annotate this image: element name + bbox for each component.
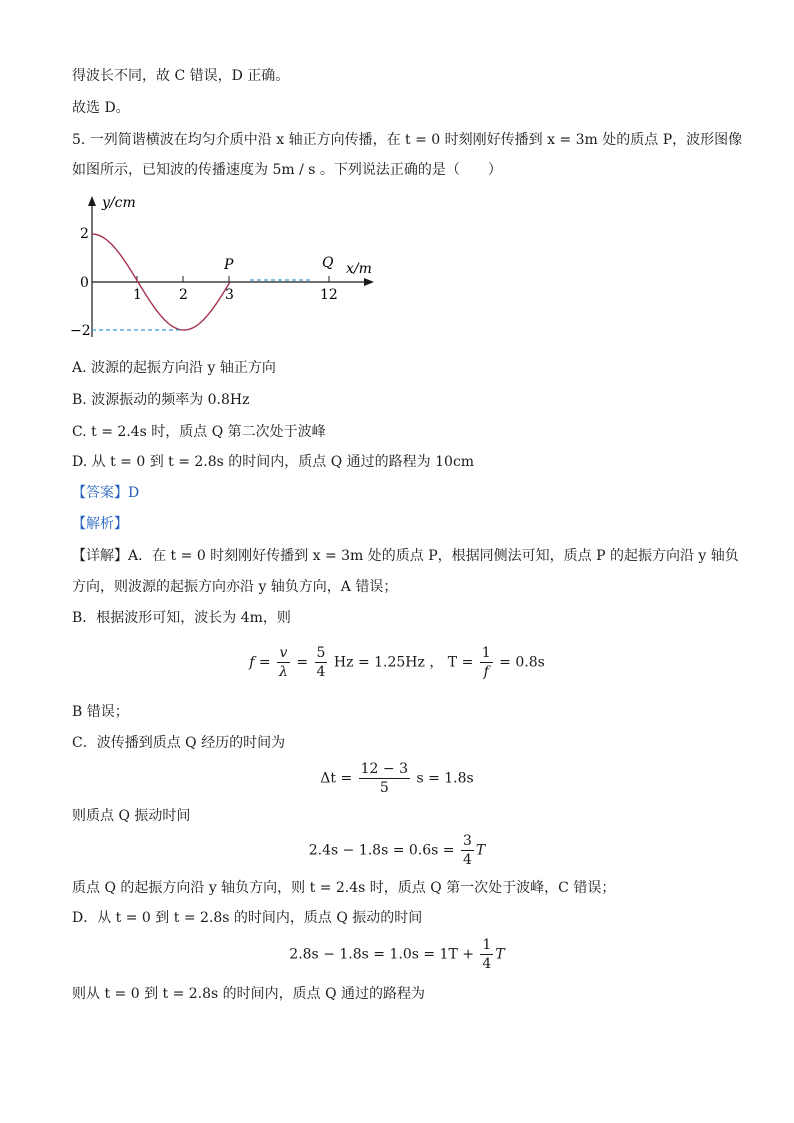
- y-axis-arrow: [88, 196, 96, 206]
- y-tick-label: 2: [80, 226, 89, 242]
- x-tick-label: 12: [320, 287, 338, 303]
- detail-d: D．从 t = 0 到 t = 2.8s 的时间内，质点 Q 振动的时间: [72, 910, 423, 926]
- x-tick-label: 3: [225, 287, 234, 303]
- point-p-label: P: [224, 257, 234, 273]
- answer-label: 【答案】D: [72, 485, 140, 501]
- detail-a: 方向，则波源的起振方向亦沿 y 轴负方向，A 错误；: [72, 579, 398, 595]
- option-a: A. 波源的起振方向沿 y 轴正方向: [72, 360, 276, 376]
- option-b: B. 波源振动的频率为 0.8Hz: [72, 392, 250, 408]
- detail-c: 质点 Q 的起振方向沿 y 轴负方向，则 t = 2.4s 时，质点 Q 第一次处于波峰，C 错误；: [72, 880, 616, 896]
- fraction: $\frac{v}{\lambda}$: [279, 645, 288, 680]
- detail-d: 则从 t = 0 到 t = 2.8s 的时间内，质点 Q 通过的路程为: [72, 986, 426, 1002]
- y-tick-label: −2: [70, 323, 91, 339]
- equation-frequency: f = $\frac{v}{\lambda}$ = $\frac{5}{4}$ Hz = 1.25Hz ， T = $\frac{1}{f}$ = 0.8s: [249, 645, 545, 680]
- equation-delta-t: Δt = $\frac{12 - 3}{5}$ s = 1.8s: [320, 761, 474, 796]
- question-5-stem: 如图所示，已知波的传播速度为 5m / s 。下列说法正确的是（ ）: [72, 162, 502, 178]
- wave-graph: [70, 192, 390, 352]
- x-tick-label: 2: [179, 287, 188, 303]
- equation-vibration-time: 2.4s − 1.8s = 0.6s = $\frac{3}{4}$ T: [308, 833, 486, 868]
- option-d: D. 从 t = 0 到 t = 2.8s 的时间内，质点 Q 通过的路程为 10cm: [72, 454, 475, 470]
- detail-a: 【详解】A．在 t = 0 时刻刚好传播到 x = 3m 处的质点 P，根据同侧法可知，质点 P 的起振方向沿 y 轴负: [72, 548, 739, 564]
- fraction: $\frac{12 - 3}{5}$: [360, 761, 408, 796]
- text-line: 故选 D。: [72, 100, 130, 116]
- equation-d-time: 2.8s − 1.8s = 1.0s = 1T + $\frac{1}{4}$ T: [289, 937, 505, 972]
- text-line: 得波长不同，故 C 错误，D 正确。: [72, 68, 290, 84]
- option-c: C. t = 2.4s 时，质点 Q 第二次处于波峰: [72, 424, 326, 440]
- y-axis-label: y/cm: [102, 195, 136, 211]
- detail-b: B 错误；: [72, 704, 129, 720]
- detail-c: 则质点 Q 振动时间: [72, 808, 191, 824]
- detail-c: C．波传播到质点 Q 经历的时间为: [72, 735, 286, 751]
- detail-b: B．根据波形可知，波长为 4m，则: [72, 610, 291, 626]
- x-axis-label: x/m: [346, 261, 372, 277]
- point-q-label: Q: [322, 255, 334, 271]
- x-axis-arrow: [364, 278, 374, 286]
- question-5-stem: 5. 一列简谐横波在均匀介质中沿 x 轴正方向传播，在 t = 0 时刻刚好传播到 x = 3m 处的质点 P，波形图像: [72, 132, 743, 148]
- fraction: $\frac{1}{4}$: [482, 937, 492, 972]
- y-tick-label: 0: [80, 275, 89, 291]
- x-tick-label: 1: [133, 287, 142, 303]
- fraction: $\frac{5}{4}$: [316, 645, 326, 680]
- fraction: $\frac{1}{f}$: [481, 645, 491, 680]
- fraction: $\frac{3}{4}$: [462, 833, 472, 868]
- analysis-label: 【解析】: [72, 516, 128, 532]
